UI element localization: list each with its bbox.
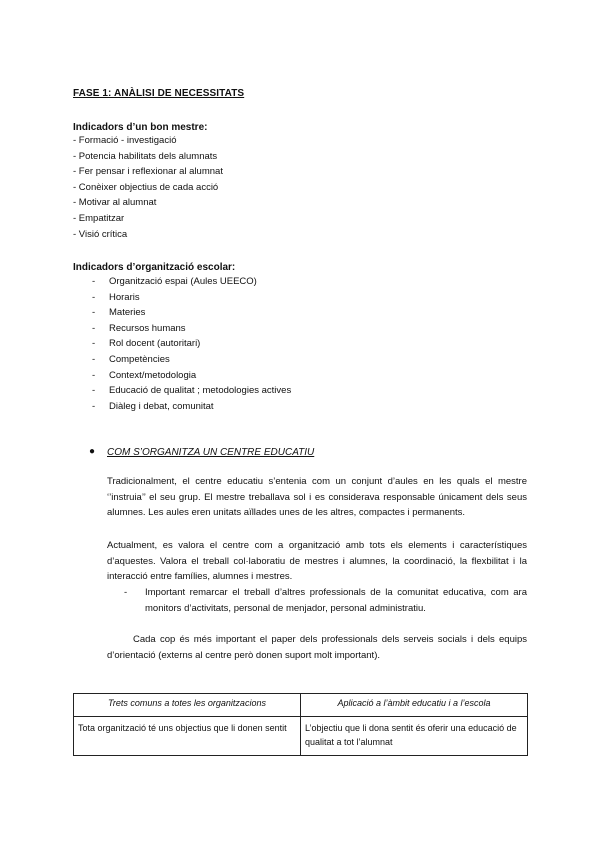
paragraph-social-services: Cada cop és més important el paper dels professionals dels serveis socials i dels equips d’orientació (externs al centre però donen suport molt important). <box>107 634 527 661</box>
bullet-icon: ● <box>89 446 96 457</box>
organizations-table <box>73 693 528 756</box>
list-item: - Visió crítica <box>73 228 128 240</box>
good-teacher-heading: Indicadors d’un bon mestre: <box>73 122 208 133</box>
document-page: FASE 1: ANÀLISI DE NECESSITATS Indicadors d’un bon mestre: - Formació - investigació - Potencia habilitats dels alumnats - Fer pensar i reflexionar al alumnat - Conèixer objectius de cada acció - Motivar al alumnat - Empatitzar - Visió crítica Indicadors d’organització escolar: - Organització espai (Aules UEECO) - Horaris - Materies - Recursos humans - Rol docent (autoritari) - Competències - Context/metodologia - Educació de qualitat ; metodologies actives - Diàleg i debat, comunitat ● COM S’ORGANITZA UN CENTRE EDUCATIU Tradicionalment, el centre educatiu s’entenia com un conjunt d’aules en les quals el mestre ‘’instruia’’ el seu grup. El mestre treballava sol i es considerava responsable únicament dels seus alumnes. Les aules eren unitats aïllades unes de les altres, compactes i permanents. Actualment, es valora el centre com a organització amb tots els elements i característiques d’aquestes. Valora el treball col·laboratiu de mestres i alumnes, la coordinació, la flexbilitat i la interacció entre famílies, alumnes i mestres. - Important remarcar el treball d’altres professionals de la comunitat educativa, com ara monitors d’activitats, personal de menjador, personal administratiu. Cada cop és més important el paper dels professionals dels serveis socials i dels equips d’orientació (externs al centre però donen suport molt important). Trets comuns a totes les organitzacions Aplicació a l’àmbit educatiu i a l’escola Tota organització té uns objectius que li donen sentit L’objectiu que li dona sentit és oferir una educació de qualitat a tot l’alumnat <box>0 0 600 848</box>
list-item: - Conèixer objectius de cada acció <box>73 181 219 193</box>
list-item: - Fer pensar i reflexionar al alumnat <box>73 166 223 178</box>
table-header: Aplicació a l’àmbit educatiu i a l’escola <box>301 694 528 717</box>
phase-title: FASE 1: ANÀLISI DE NECESSITATS <box>73 88 245 99</box>
table-header-row <box>74 694 528 717</box>
good-teacher-list <box>73 133 223 242</box>
table-cell: L’objectiu que li dona sentit és oferir una educació de qualitat a tot l’alumnat <box>301 717 528 756</box>
list-item: - Formació - investigació <box>73 135 177 146</box>
list-item: - Motivar al alumnat <box>73 197 157 209</box>
school-organization-heading: Indicadors d’organització escolar: <box>73 262 236 273</box>
table-header: Trets comuns a totes les organitzacions <box>74 694 301 717</box>
list-item: - Potencia habilitats dels alumnats <box>73 150 218 162</box>
table-row <box>74 717 528 756</box>
paragraph-currently: Actualment, es valora el centre com a organització amb tots els elements i característiques d’aquestes. Valora el treball col·laboratiu de mestres i alumnes, la coordinació, la flexbilitat i la interacció entre famílies, alumnes i mestres. <box>107 540 527 582</box>
section-heading-text: COM S’ORGANITZA UN CENTRE EDUCATIU <box>107 447 315 458</box>
table-cell: Tota organització té uns objectius que li donen sentit <box>74 717 301 756</box>
list-item: - Empatitzar <box>73 212 125 224</box>
paragraph-traditional: Tradicionalment, el centre educatiu s’entenia com un conjunt d’aules en les quals el mestre ‘’instruia’’ el seu grup. El mestre treballava sol i es considerava responsable únicament dels seus alumnes. Les aules eren unitats aïllades unes de les altres, compactes i permanents. <box>107 476 527 518</box>
